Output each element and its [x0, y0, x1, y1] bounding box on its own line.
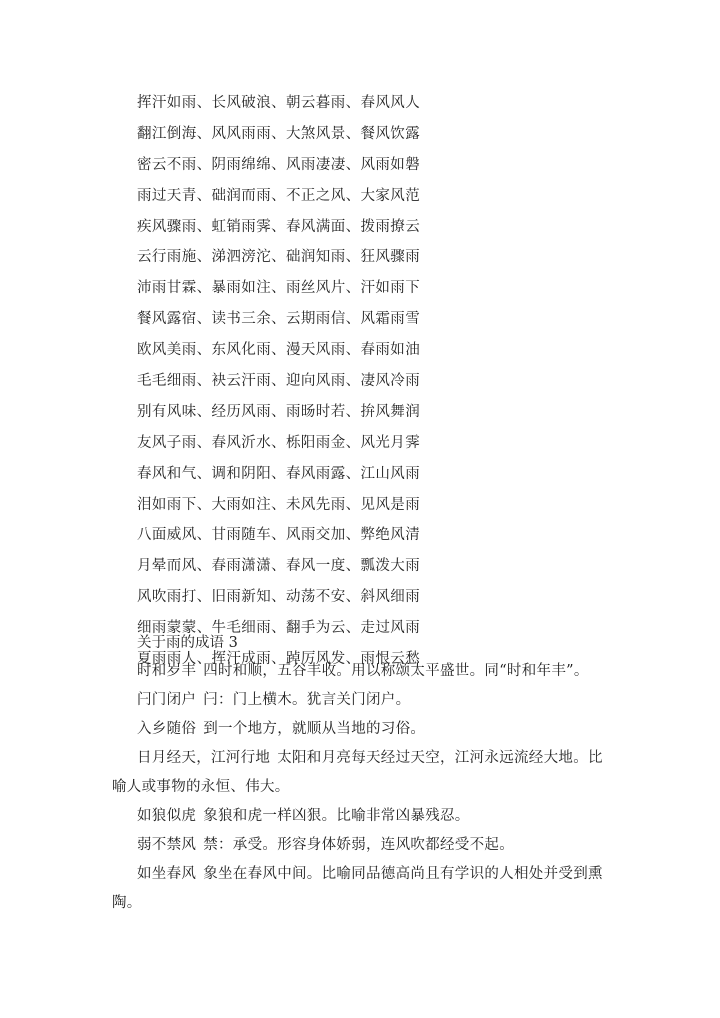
idiom-entry	[112, 686, 612, 715]
idiom-line: 八面威风、甘雨随车、风雨交加、弊绝风清	[137, 527, 421, 544]
idiom-line: 雨过天青、础润而雨、不正之风、大家风范	[137, 187, 421, 204]
idiom-line: 春风和气、调和阴阳、春风雨露、江山风雨	[137, 465, 421, 482]
idiom-entry	[112, 657, 612, 686]
entry-definition: 禁：承受。形容身体娇弱，连风吹都经受不起。	[203, 837, 515, 853]
entry-term: 入乡随俗	[137, 721, 197, 737]
entry-term: 如狼似虎	[137, 808, 197, 824]
entry-term: 时和岁丰	[137, 663, 197, 679]
idiom-line: 月晕而风、春雨潇潇、春风一度、瓢泼大雨	[137, 558, 421, 575]
idiom-line: 密云不雨、阴雨绵绵、风雨凄凄、风雨如磐	[137, 156, 421, 173]
idiom-line: 泪如雨下、大雨如注、未风先雨、见风是雨	[137, 496, 421, 513]
idiom-entry	[112, 744, 612, 802]
idiom-line: 细雨蒙蒙、牛毛细雨、翻手为云、走过风雨	[137, 620, 421, 637]
idiom-line: 友风子雨、春风沂水、栎阳雨金、风光月霁	[137, 434, 421, 451]
entry-definition: 到一个地方，就顺从当地的习俗。	[203, 721, 426, 737]
idiom-line: 挥汗如雨、长风破浪、朝云暮雨、春风风人	[137, 95, 421, 111]
entry-definition: 太阳和月亮每天经过天空，江河永远流经大地。比喻人或事物的永恒、伟大。	[112, 750, 603, 795]
section-heading: 关于雨的成语 3	[137, 635, 238, 651]
entry-term: 如坐春风	[137, 866, 197, 882]
entry-definition: 闩：门上横木。犹言关门闭户。	[203, 692, 411, 708]
entry-definition: 象坐在春风中间。比喻同品德高尚且有学识的人相处并受到熏陶。	[112, 866, 603, 911]
entry-term: 弱不禁风	[137, 837, 197, 853]
idiom-line: 疾风骤雨、虹销雨霁、春风满面、拨雨撩云	[137, 218, 421, 235]
idiom-line: 夏雨雨人、挥汗成雨、踔厉风发、雨恨云愁	[137, 651, 421, 668]
idiom-line: 云行雨施、涕泗滂沱、础润知雨、狂风骤雨	[137, 249, 421, 266]
idiom-line: 风吹雨打、旧雨新知、动荡不安、斜风细雨	[137, 589, 421, 606]
idiom-list	[137, 88, 617, 675]
idiom-line: 别有风味、经历风雨、雨旸时若、拚风舞润	[137, 403, 421, 420]
idiom-entry	[112, 860, 612, 918]
idiom-section	[112, 629, 612, 918]
entry-term: 闩门闭户	[137, 692, 197, 708]
entry-definition: 象狼和虎一样凶狠。比喻非常凶暴残忍。	[203, 808, 470, 824]
idiom-entry	[112, 802, 612, 831]
idiom-entry	[112, 831, 612, 860]
idiom-line: 翻江倒海、风风雨雨、大煞风景、餐风饮露	[137, 125, 421, 142]
entry-definition: 四时和顺，五谷丰收。用以称颂太平盛世。同“时和年丰”。	[203, 663, 589, 679]
idiom-line: 餐风露宿、读书三余、云期雨信、风霜雨雪	[137, 311, 421, 328]
idiom-line: 毛毛细雨、袂云汗雨、迎向风雨、凄风冷雨	[137, 373, 421, 390]
idiom-line: 欧风美雨、东风化雨、漫天风雨、春雨如油	[137, 342, 421, 359]
entry-term: 日月经天，江河行地	[137, 750, 271, 766]
idiom-line: 沛雨甘霖、暴雨如注、雨丝风片、汗如雨下	[137, 280, 421, 297]
idiom-entry	[112, 715, 612, 744]
